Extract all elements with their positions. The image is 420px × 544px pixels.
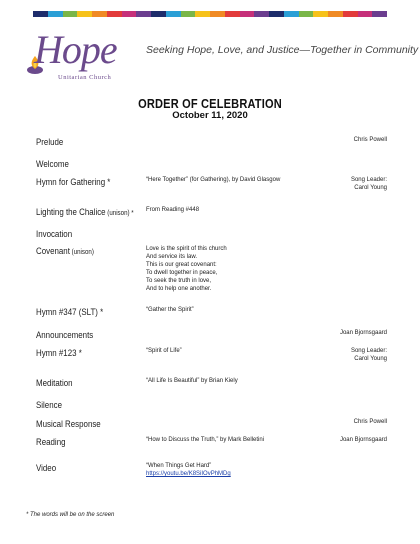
program-item-detail: “How to Discuss the Truth,” by Mark Belletini bbox=[146, 437, 265, 443]
stripe-segment bbox=[254, 11, 269, 17]
stripe-segment bbox=[166, 11, 181, 17]
program-item-detail: From Reading #448 bbox=[146, 207, 200, 213]
program-item-label bbox=[36, 229, 72, 239]
stripe-segment bbox=[284, 11, 299, 17]
program-item-leader: Chris Powell bbox=[353, 419, 387, 425]
item-name: Video bbox=[36, 463, 57, 473]
program-item-detail: “When Things Get Hard” bbox=[146, 463, 212, 469]
item-name: Reading bbox=[36, 437, 66, 447]
color-stripe bbox=[33, 11, 387, 17]
footnote: * The words will be on the screen bbox=[26, 512, 115, 518]
stripe-segment bbox=[107, 11, 122, 17]
stripe-segment bbox=[313, 11, 328, 17]
logo-word: Hope bbox=[34, 27, 117, 72]
item-name: Meditation bbox=[36, 378, 73, 388]
stripe-segment bbox=[299, 11, 314, 17]
program-item-detail: Love is the spirit of this church And service its law. This is our great covenant: To dwell together in peace, To seek the truth in love, And to help one another. bbox=[146, 246, 227, 292]
stripe-segment bbox=[181, 11, 196, 17]
program-item-leader: Chris Powell bbox=[353, 137, 387, 143]
program-item-label bbox=[36, 177, 110, 187]
program-item-label bbox=[36, 330, 93, 340]
stripe-segment bbox=[151, 11, 166, 17]
stripe-segment bbox=[372, 11, 387, 17]
program-item-leader: Joan Bjornsgaard bbox=[339, 437, 387, 443]
stripe-segment bbox=[92, 11, 107, 17]
program-item-label bbox=[36, 159, 69, 169]
item-name: Lighting the Chalice bbox=[36, 207, 106, 217]
logo-subtitle: Unitarian Church bbox=[58, 74, 112, 81]
program-item-leader: Song Leader: Carol Young bbox=[350, 348, 387, 362]
item-name: Announcements bbox=[36, 330, 94, 340]
program-item-label bbox=[36, 137, 63, 147]
item-note: (unison) bbox=[69, 249, 94, 256]
stripe-segment bbox=[33, 11, 48, 17]
program-item-label bbox=[36, 348, 82, 358]
item-name: Prelude bbox=[36, 137, 64, 147]
program-item-label bbox=[36, 246, 94, 256]
service-date: October 11, 2020 bbox=[172, 110, 248, 121]
stripe-segment bbox=[195, 11, 210, 17]
stripe-segment bbox=[77, 11, 92, 17]
stripe-segment bbox=[48, 11, 63, 17]
item-name: Hymn #347 (SLT) * bbox=[36, 307, 104, 317]
program-item-label bbox=[36, 419, 101, 429]
page-title: ORDER OF CELEBRATION bbox=[138, 96, 282, 111]
program-item-detail: “Spirit of Life” bbox=[146, 348, 182, 354]
item-name: Hymn for Gathering * bbox=[36, 177, 111, 187]
item-name: Silence bbox=[36, 400, 62, 410]
program-item-label bbox=[36, 207, 134, 217]
stripe-segment bbox=[210, 11, 225, 17]
program-item-detail: “Here Together” (for Gathering), by David Glasgow bbox=[146, 177, 281, 183]
program-item-label bbox=[36, 400, 62, 410]
program-item-detail: “Gather the Spirit” bbox=[146, 307, 194, 313]
program-item-label bbox=[36, 437, 66, 447]
program-item-label bbox=[36, 378, 73, 388]
item-name: Hymn #123 * bbox=[36, 348, 82, 358]
item-note: (unison) * bbox=[105, 210, 134, 217]
item-name: Invocation bbox=[36, 229, 73, 239]
item-name: Musical Response bbox=[36, 419, 101, 429]
program-item-leader: Song Leader: Carol Young bbox=[350, 177, 387, 191]
tagline: Seeking Hope, Love, and Justice—Together in Community bbox=[146, 44, 419, 56]
stripe-segment bbox=[240, 11, 255, 17]
item-name: Welcome bbox=[36, 159, 69, 169]
item-name: Covenant bbox=[36, 246, 70, 256]
video-link[interactable]: https://youtu.be/K8SiIOvPhMDg bbox=[146, 471, 231, 477]
stripe-segment bbox=[225, 11, 240, 17]
program-item-label bbox=[36, 463, 56, 473]
stripe-segment bbox=[63, 11, 78, 17]
stripe-segment bbox=[122, 11, 137, 17]
program-item-leader: Joan Bjornsgaard bbox=[339, 330, 387, 336]
stripe-segment bbox=[358, 11, 373, 17]
stripe-segment bbox=[328, 11, 343, 17]
program-item-label bbox=[36, 307, 103, 317]
program-item-detail: “All Life Is Beautiful” by Brian Kiely bbox=[146, 378, 238, 384]
stripe-segment bbox=[269, 11, 284, 17]
stripe-segment bbox=[136, 11, 151, 17]
stripe-segment bbox=[343, 11, 358, 17]
